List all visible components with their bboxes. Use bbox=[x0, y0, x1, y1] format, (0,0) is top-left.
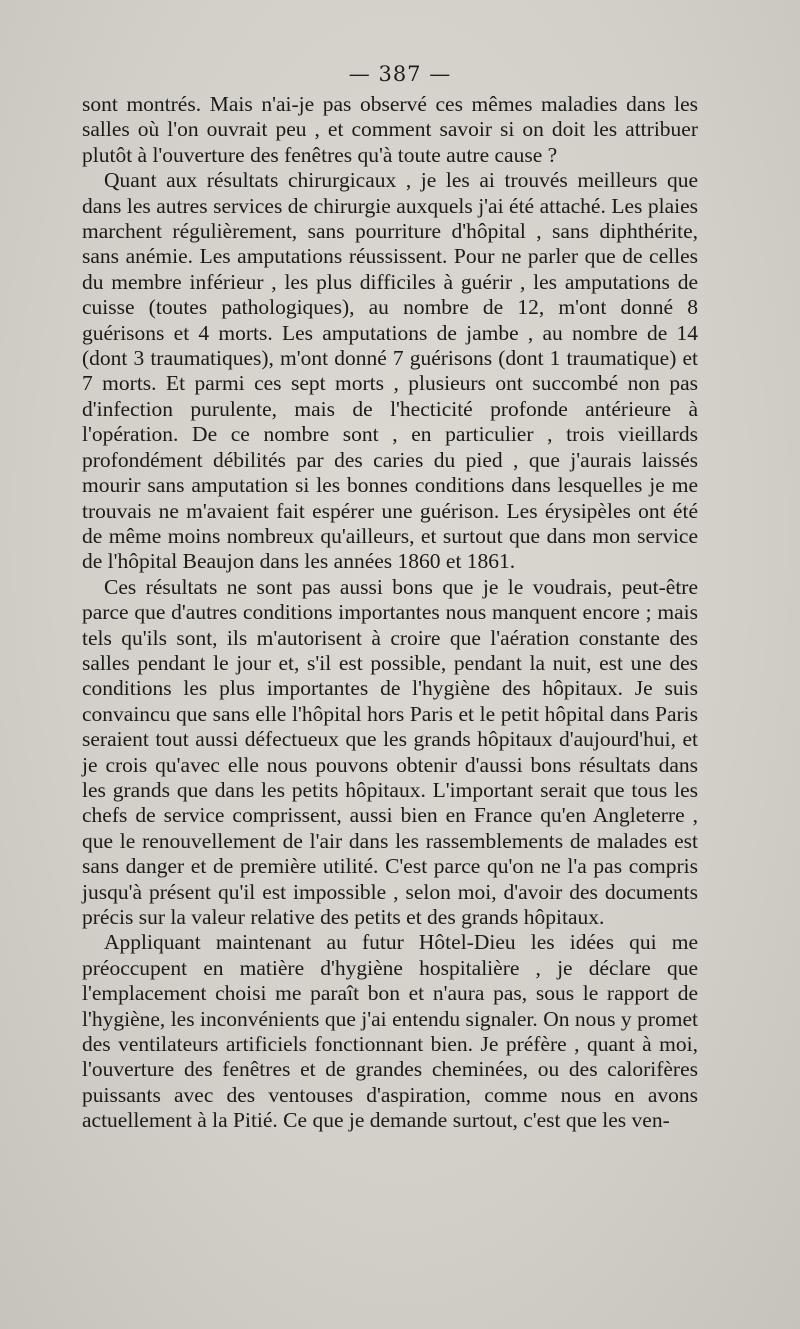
page-number: — 387 — bbox=[348, 62, 452, 86]
paragraph-continuation: sont montrés. Mais n'ai-je pas observé ces mêmes maladies dans les salles où l'on ouvrait peu , et comment savoir si on doit les attribuer plutôt à l'ouverture des fenêtres qu'à toute autre cause ? bbox=[82, 92, 698, 167]
paragraph-surgical-results: Quant aux résultats chirurgicaux , je les ai trouvés meilleurs que dans les autres services de chirurgie auxquels j'ai été attaché. Les plaies marchent régulièrement, sans pourriture d'hôpital , sans diphthérite, sans anémie. Les amputations réussissent. Pour ne parler que de celles du membre inférieur , les plus difficiles à guérir , les amputations de cuisse (toutes pathologiques), au nombre de 12, m'ont donné 8 guérisons et 4 morts. Les amputations de jambe , au nombre de 14 (dont 3 traumatiques), m'ont donné 7 guérisons (dont 1 traumatique) et 7 morts. Et parmi ces sept morts , plusieurs ont succombé non pas d'infection purulente, mais de l'hecticité profonde antérieure à l'opération. De ce nombre sont , en particulier , trois vieillards profondément débilités par des caries du pied , que j'aurais laissés mourir sans amputation si les bonnes conditions dans lesquelles je me trouvais ne m'avaient fait espérer une guérison. Les érysipèles ont été de même moins nombreux qu'ailleurs, et surtout que dans mon service de l'hôpital Beaujon dans les années 1860 et 1861. bbox=[82, 168, 698, 574]
paragraph-hotel-dieu: Appliquant maintenant au futur Hôtel-Dieu les idées qui me préoccupent en matière d'hygiène hospitalière , je déclare que l'emplacement choisi me paraît bon et n'aura pas, sous le rapport de l'hygiène, les inconvénients que j'ai entendu signaler. On nous y promet des ventilateurs artificiels fonctionnant bien. Je préfère , quant à moi, l'ouverture des fenêtres et de grandes cheminées, ou des calorifères puissants avec des ventouses d'aspiration, comme nous en avons actuellement à la Pitié. Ce que je demande surtout, c'est que les ven- bbox=[82, 930, 698, 1133]
body-text bbox=[82, 92, 698, 1134]
paragraph-aeration: Ces résultats ne sont pas aussi bons que je le voudrais, peut-être parce que d'autres conditions importantes nous manquent encore ; mais tels qu'ils sont, ils m'autorisent à croire que l'aération constante des salles pendant le jour et, s'il est possible, pendant la nuit, est une des conditions les plus importantes de l'hygiène des hôpitaux. Je suis convaincu que sans elle l'hôpital hors Paris et le petit hôpital dans Paris seraient tout aussi défectueux que les grands hôpitaux d'aujourd'hui, et je crois qu'avec elle nous pouvons obtenir d'aussi bons résultats dans les grands que dans les petits hôpitaux. L'important serait que tous les chefs de service comprissent, aussi bien en France qu'en Angleterre , que le renouvellement de l'air dans les rassemblements de malades est sans danger et de première utilité. C'est parce qu'on ne l'a pas compris jusqu'à présent qu'il est impossible , selon moi, d'avoir des documents précis sur la valeur relative des petits et des grands hôpitaux. bbox=[82, 574, 698, 929]
